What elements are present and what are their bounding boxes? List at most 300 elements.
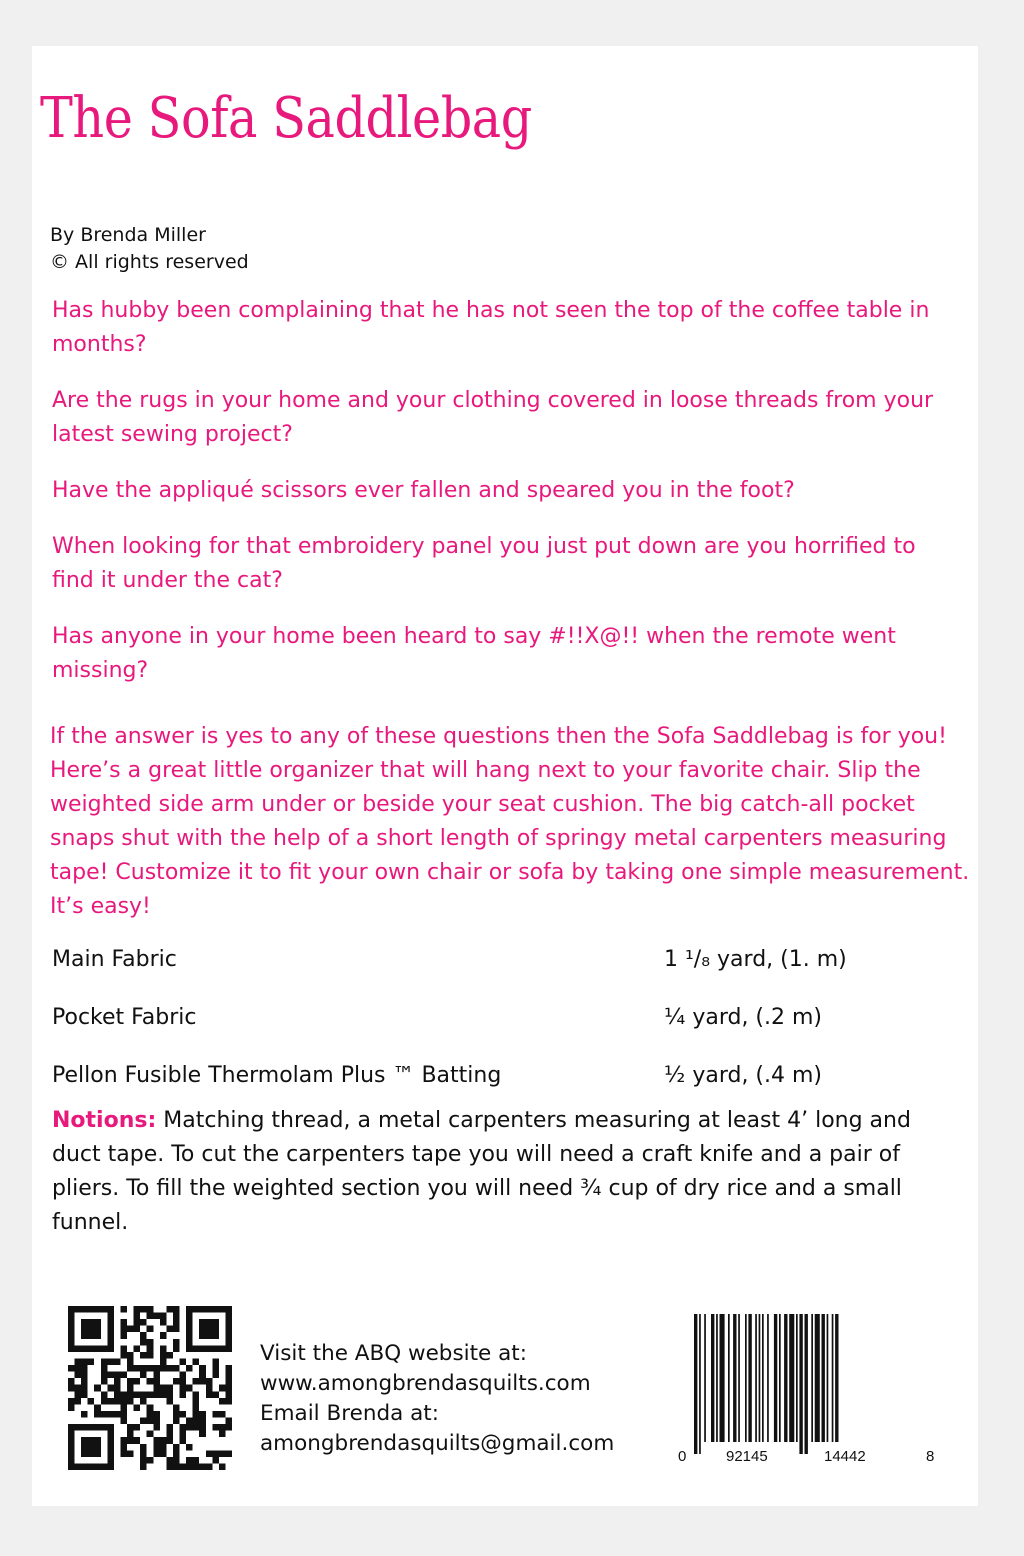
- qr-module: [94, 1437, 101, 1444]
- qr-module: [212, 1326, 219, 1333]
- qr-module: [193, 1457, 200, 1464]
- qr-module: [107, 1313, 114, 1320]
- qr-module: [120, 1437, 127, 1444]
- qr-module: [120, 1404, 127, 1411]
- qr-module: [107, 1385, 114, 1392]
- qr-module: [127, 1398, 134, 1405]
- qr-module: [186, 1332, 193, 1339]
- qr-module: [147, 1326, 154, 1333]
- barcode-bars: [694, 1314, 839, 1454]
- barcode-bar: [762, 1314, 764, 1442]
- qr-module: [173, 1339, 180, 1346]
- qr-module: [134, 1365, 141, 1372]
- material-amount: 1 ¹/₈ yard, (1. m): [664, 947, 847, 972]
- barcode-bar: [784, 1314, 787, 1442]
- qr-module: [219, 1431, 226, 1438]
- qr-module: [173, 1319, 180, 1326]
- qr-module: [94, 1450, 101, 1457]
- qr-module: [206, 1378, 213, 1385]
- qr-module: [153, 1424, 160, 1431]
- qr-module: [88, 1326, 95, 1333]
- qr-module: [180, 1424, 187, 1431]
- barcode-bar: [716, 1314, 718, 1442]
- qr-module: [153, 1385, 160, 1392]
- qr-module: [173, 1411, 180, 1418]
- qr-module: [81, 1437, 88, 1444]
- barcode-bar: [745, 1314, 747, 1442]
- qr-module: [81, 1411, 88, 1418]
- qr-module: [193, 1418, 200, 1425]
- qr-module: [173, 1404, 180, 1411]
- qr-module: [186, 1339, 193, 1346]
- qr-module: [206, 1463, 213, 1470]
- byline: [50, 222, 249, 276]
- qr-module: [127, 1391, 134, 1398]
- qr-module: [101, 1411, 108, 1418]
- qr-module: [140, 1332, 147, 1339]
- barcode-bar: [789, 1314, 794, 1442]
- qr-module: [173, 1418, 180, 1425]
- qr-module: [140, 1319, 147, 1326]
- website-intro: Visit the ABQ website at:: [260, 1341, 527, 1366]
- qr-module: [166, 1352, 173, 1359]
- qr-module: [173, 1326, 180, 1333]
- barcode-bar: [779, 1314, 781, 1442]
- qr-module: [140, 1463, 147, 1470]
- qr-module: [107, 1372, 114, 1379]
- qr-module: [140, 1450, 147, 1457]
- qr-module: [68, 1385, 75, 1392]
- qr-module: [81, 1332, 88, 1339]
- qr-module: [140, 1339, 147, 1346]
- qr-module: [75, 1345, 82, 1352]
- qr-module: [193, 1463, 200, 1470]
- qr-module: [107, 1398, 114, 1405]
- qr-module: [147, 1345, 154, 1352]
- qr-module: [114, 1398, 121, 1405]
- page-title: The Sofa Saddlebag: [40, 86, 532, 151]
- qr-module: [180, 1385, 187, 1392]
- qr-module: [127, 1450, 134, 1457]
- barcode-digit-left: 0: [678, 1448, 687, 1464]
- qr-module: [134, 1391, 141, 1398]
- qr-module: [107, 1450, 114, 1457]
- qr-module: [107, 1437, 114, 1444]
- qr-module: [212, 1332, 219, 1339]
- qr-module: [147, 1378, 154, 1385]
- qr-module: [212, 1391, 219, 1398]
- qr-module: [140, 1444, 147, 1451]
- qr-module: [166, 1385, 173, 1392]
- pattern-back-cover: [32, 46, 978, 1506]
- qr-module: [88, 1319, 95, 1326]
- qr-module: [127, 1358, 134, 1365]
- qr-module: [134, 1404, 141, 1411]
- qr-module: [88, 1444, 95, 1451]
- qr-module: [180, 1378, 187, 1385]
- qr-module: [186, 1326, 193, 1333]
- qr-module: [75, 1391, 82, 1398]
- qr-module: [88, 1437, 95, 1444]
- qr-module: [206, 1332, 213, 1339]
- qr-module: [101, 1391, 108, 1398]
- qr-module: [219, 1385, 226, 1392]
- qr-module: [107, 1424, 114, 1431]
- qr-module: [193, 1411, 200, 1418]
- material-row: [52, 943, 952, 1001]
- qr-module: [147, 1313, 154, 1320]
- qr-module: [75, 1306, 82, 1313]
- material-amount: ½ yard, (.4 m): [664, 1063, 823, 1088]
- qr-module: [219, 1306, 226, 1313]
- qr-module: [114, 1358, 121, 1365]
- qr-module: [193, 1398, 200, 1405]
- qr-module: [94, 1444, 101, 1451]
- qr-module: [127, 1424, 134, 1431]
- rights-line: © All rights reserved: [50, 251, 249, 273]
- qr-module: [180, 1358, 187, 1365]
- qr-module: [68, 1437, 75, 1444]
- qr-module: [81, 1358, 88, 1365]
- barcode-bar: [755, 1314, 757, 1442]
- qr-module: [173, 1313, 180, 1320]
- qr-module: [120, 1450, 127, 1457]
- barcode-bar: [796, 1314, 798, 1442]
- qr-module: [147, 1391, 154, 1398]
- qr-module: [160, 1352, 167, 1359]
- qr-module: [225, 1332, 232, 1339]
- qr-module: [212, 1306, 219, 1313]
- barcode-bar: [720, 1314, 725, 1442]
- website-link[interactable]: www.amongbrendasquilts.com: [260, 1371, 591, 1396]
- qr-module: [114, 1385, 121, 1392]
- qr-module: [68, 1306, 75, 1313]
- barcode-bar: [759, 1314, 761, 1442]
- qr-module: [107, 1431, 114, 1438]
- qr-module: [134, 1313, 141, 1320]
- qr-module: [147, 1431, 154, 1438]
- email-intro: Email Brenda at:: [260, 1401, 439, 1426]
- qr-module: [153, 1313, 160, 1320]
- qr-module: [94, 1306, 101, 1313]
- qr-module: [180, 1431, 187, 1438]
- qr-module: [180, 1411, 187, 1418]
- qr-module: [75, 1385, 82, 1392]
- qr-module: [160, 1345, 167, 1352]
- qr-module: [75, 1463, 82, 1470]
- qr-module: [225, 1391, 232, 1398]
- qr-module: [225, 1365, 232, 1372]
- question-5: Has anyone in your home been heard to say #!!X@!! when the remote went missing?: [52, 624, 896, 683]
- qr-module: [134, 1345, 141, 1352]
- qr-module: [101, 1424, 108, 1431]
- qr-module: [140, 1391, 147, 1398]
- qr-module: [94, 1385, 101, 1392]
- barcode-icon: [672, 1314, 942, 1464]
- barcode-bar: [805, 1314, 808, 1454]
- qr-module: [199, 1319, 206, 1326]
- qr-module: [225, 1345, 232, 1352]
- qr-module: [225, 1385, 232, 1392]
- qr-module: [219, 1424, 226, 1431]
- qr-module: [193, 1424, 200, 1431]
- qr-module: [81, 1463, 88, 1470]
- barcode-bar: [733, 1314, 736, 1442]
- qr-module: [153, 1391, 160, 1398]
- qr-module: [68, 1345, 75, 1352]
- qr-module: [114, 1378, 121, 1385]
- qr-module: [107, 1345, 114, 1352]
- qr-module: [193, 1404, 200, 1411]
- qr-module: [212, 1411, 219, 1418]
- qr-module: [81, 1378, 88, 1385]
- qr-module: [225, 1378, 232, 1385]
- barcode-bar: [799, 1314, 802, 1454]
- barcode-bar: [728, 1314, 730, 1442]
- qr-module: [68, 1463, 75, 1470]
- barcode-bar: [835, 1314, 838, 1442]
- question-3: Have the appliqué scissors ever fallen and speared you in the foot?: [52, 478, 795, 503]
- qr-module: [88, 1398, 95, 1405]
- qr-module: [114, 1372, 121, 1379]
- qr-module: [199, 1411, 206, 1418]
- material-amount: ¼ yard, (.2 m): [664, 1005, 823, 1030]
- qr-module: [219, 1411, 226, 1418]
- qr-module: [81, 1319, 88, 1326]
- qr-module: [225, 1326, 232, 1333]
- qr-module: [120, 1398, 127, 1405]
- qr-module: [120, 1332, 127, 1339]
- qr-module: [107, 1306, 114, 1313]
- qr-module: [166, 1457, 173, 1464]
- qr-module: [68, 1424, 75, 1431]
- qr-module: [225, 1372, 232, 1379]
- qr-module: [160, 1319, 167, 1326]
- qr-module: [199, 1418, 206, 1425]
- qr-module: [120, 1352, 127, 1359]
- qr-module: [160, 1358, 167, 1365]
- qr-module: [101, 1398, 108, 1405]
- qr-module: [101, 1345, 108, 1352]
- barcode-bar: [827, 1314, 829, 1442]
- qr-module: [186, 1306, 193, 1313]
- qr-module: [160, 1385, 167, 1392]
- qr-module: [107, 1326, 114, 1333]
- qr-module: [166, 1306, 173, 1313]
- qr-module: [193, 1391, 200, 1398]
- qr-module: [134, 1319, 141, 1326]
- qr-module: [114, 1411, 121, 1418]
- qr-module: [127, 1385, 134, 1392]
- qr-module: [94, 1463, 101, 1470]
- qr-module: [166, 1463, 173, 1470]
- material-row: [52, 1001, 952, 1059]
- qr-module: [88, 1463, 95, 1470]
- qr-module: [186, 1365, 193, 1372]
- qr-module: [193, 1306, 200, 1313]
- qr-module: [186, 1345, 193, 1352]
- qr-module: [173, 1444, 180, 1451]
- qr-module: [68, 1404, 75, 1411]
- qr-module: [120, 1326, 127, 1333]
- qr-module: [225, 1306, 232, 1313]
- qr-module: [68, 1332, 75, 1339]
- qr-module: [134, 1437, 141, 1444]
- qr-module: [81, 1306, 88, 1313]
- email-link[interactable]: amongbrendasquilts@gmail.com: [260, 1431, 615, 1456]
- qr-module: [120, 1418, 127, 1425]
- barcode-bar: [694, 1314, 697, 1454]
- qr-module: [206, 1345, 213, 1352]
- qr-module: [160, 1391, 167, 1398]
- qr-module: [199, 1372, 206, 1379]
- barcode-bar: [748, 1314, 751, 1442]
- contact-block: [260, 1339, 614, 1459]
- qr-module: [140, 1372, 147, 1379]
- qr-module: [68, 1450, 75, 1457]
- qr-module: [180, 1437, 187, 1444]
- qr-module: [193, 1345, 200, 1352]
- qr-module: [186, 1319, 193, 1326]
- author-line: By Brenda Miller: [50, 224, 206, 246]
- qr-module: [225, 1339, 232, 1346]
- qr-module: [75, 1424, 82, 1431]
- qr-module: [114, 1391, 121, 1398]
- qr-module: [212, 1358, 219, 1365]
- barcode-bar: [767, 1314, 769, 1442]
- qr-module: [199, 1306, 206, 1313]
- qr-module: [219, 1345, 226, 1352]
- qr-module: [88, 1345, 95, 1352]
- qr-module: [147, 1339, 154, 1346]
- qr-module: [160, 1365, 167, 1372]
- question-2: Are the rugs in your home and your clothing covered in loose threads from your latest sewing project?: [52, 388, 934, 447]
- qr-module: [147, 1411, 154, 1418]
- qr-module: [94, 1345, 101, 1352]
- qr-module: [160, 1332, 167, 1339]
- barcode-bar: [832, 1314, 834, 1442]
- qr-module: [160, 1437, 167, 1444]
- qr-module: [94, 1411, 101, 1418]
- qr-module: [81, 1372, 88, 1379]
- qr-module: [94, 1404, 101, 1411]
- qr-module: [212, 1365, 219, 1372]
- notions-paragraph: [52, 1104, 952, 1240]
- qr-module: [127, 1431, 134, 1438]
- qr-module: [101, 1372, 108, 1379]
- qr-module: [153, 1444, 160, 1451]
- qr-module: [225, 1319, 232, 1326]
- page-bottom-margin: [0, 1506, 1024, 1556]
- qr-module: [81, 1391, 88, 1398]
- qr-code-icon[interactable]: [68, 1306, 232, 1470]
- qr-module: [212, 1372, 219, 1379]
- qr-module: [219, 1463, 226, 1470]
- qr-module: [101, 1358, 108, 1365]
- qr-module: [212, 1345, 219, 1352]
- qr-module: [94, 1332, 101, 1339]
- qr-module: [212, 1319, 219, 1326]
- qr-module: [120, 1319, 127, 1326]
- qr-module: [199, 1431, 206, 1438]
- qr-module: [173, 1457, 180, 1464]
- qr-module: [127, 1365, 134, 1372]
- material-name: Main Fabric: [52, 947, 177, 972]
- barcode-group-1: 92145: [726, 1448, 768, 1464]
- qr-module: [68, 1444, 75, 1451]
- qr-module: [186, 1313, 193, 1320]
- qr-module: [199, 1326, 206, 1333]
- barcode-bar: [815, 1314, 820, 1442]
- qr-module: [160, 1313, 167, 1320]
- qr-module: [120, 1411, 127, 1418]
- qr-module: [127, 1378, 134, 1385]
- qr-module: [166, 1398, 173, 1405]
- qr-module: [186, 1424, 193, 1431]
- qr-module: [173, 1378, 180, 1385]
- qr-module: [173, 1345, 180, 1352]
- qr-module: [186, 1418, 193, 1425]
- qr-module: [134, 1378, 141, 1385]
- qr-module: [107, 1358, 114, 1365]
- qr-module: [199, 1345, 206, 1352]
- qr-module: [75, 1398, 82, 1405]
- qr-module: [140, 1418, 147, 1425]
- qr-module: [160, 1450, 167, 1457]
- qr-module: [166, 1326, 173, 1333]
- qr-module: [199, 1424, 206, 1431]
- question-4: When looking for that embroidery panel you just put down are you horrified to find it under the cat?: [52, 534, 916, 593]
- qr-module: [75, 1365, 82, 1372]
- qr-module: [120, 1391, 127, 1398]
- qr-module: [166, 1365, 173, 1372]
- qr-module: [88, 1306, 95, 1313]
- qr-module: [212, 1457, 219, 1464]
- qr-module: [68, 1457, 75, 1464]
- qr-module: [81, 1326, 88, 1333]
- qr-module: [147, 1457, 154, 1464]
- qr-module: [81, 1385, 88, 1392]
- qr-module: [101, 1365, 108, 1372]
- qr-module: [199, 1463, 206, 1470]
- qr-module: [180, 1463, 187, 1470]
- qr-module: [81, 1444, 88, 1451]
- qr-module: [219, 1450, 226, 1457]
- qr-module: [120, 1444, 127, 1451]
- qr-module: [134, 1424, 141, 1431]
- qr-module: [225, 1398, 232, 1405]
- qr-module: [127, 1352, 134, 1359]
- qr-module: [153, 1437, 160, 1444]
- qr-module: [153, 1411, 160, 1418]
- qr-module: [147, 1404, 154, 1411]
- qr-module: [225, 1313, 232, 1320]
- qr-module: [199, 1378, 206, 1385]
- qr-module: [173, 1306, 180, 1313]
- qr-module: [107, 1444, 114, 1451]
- barcode-bar: [774, 1314, 777, 1442]
- qr-module: [81, 1450, 88, 1457]
- qr-module: [166, 1431, 173, 1438]
- question-1: Has hubby been complaining that he has not seen the top of the coffee table in months?: [52, 298, 930, 357]
- qr-module: [107, 1339, 114, 1346]
- qr-module: [160, 1444, 167, 1451]
- qr-module: [68, 1313, 75, 1320]
- qr-module: [206, 1319, 213, 1326]
- qr-module: [68, 1319, 75, 1326]
- qr-module: [219, 1398, 226, 1405]
- qr-module: [88, 1450, 95, 1457]
